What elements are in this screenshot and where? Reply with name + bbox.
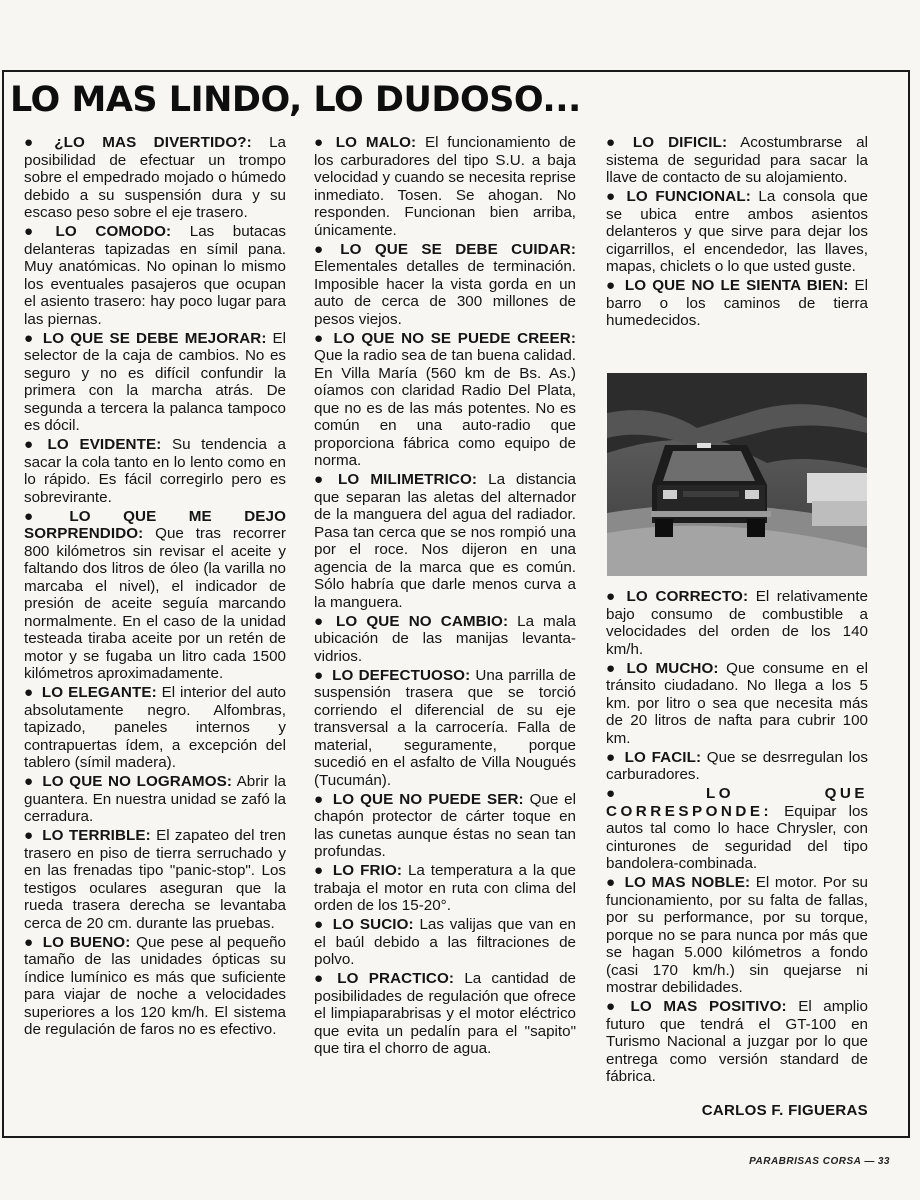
article-entry bbox=[24, 330, 286, 435]
entry-text: El zapateo del tren trasero en piso de tierra serruchado y en las frenadas tipo "panic-stop". Los testigos oculares aseguran que la rueda trasera derecha se levantaba cerca de 20 cm. durante las pruebas. bbox=[24, 827, 286, 932]
entry-text: La mala ubicación de las manijas levanta-vidrios. bbox=[314, 612, 576, 665]
article-entry bbox=[606, 749, 868, 784]
entry-label: LO MALO: bbox=[335, 134, 417, 151]
bullet-icon: ● bbox=[24, 773, 35, 790]
entry-text: El barro o los caminos de tierra humedecidos. bbox=[606, 277, 868, 329]
article-entry bbox=[314, 471, 576, 611]
entry-text: El amplio futuro que tendrá el GT-100 en Turismo Nacional a juzgar por lo que entrega como versión standard de fábrica. bbox=[606, 998, 868, 1085]
article-entry bbox=[606, 874, 868, 997]
entry-label: LO MAS NOBLE: bbox=[624, 874, 751, 891]
entry-label: LO MAS POSITIVO: bbox=[630, 998, 787, 1015]
bullet-icon: ● bbox=[314, 329, 326, 347]
column-3-bottom bbox=[606, 588, 868, 1087]
entry-text: Una parrilla de suspensión trasera que se torció corriendo el diferencial de su eje transversal a la carrocería. Falla de material, seguramente, porque sucedió en el asfalto de Villa Nougués (Tucumán). bbox=[314, 666, 576, 789]
entry-label: LO QUE NO LOGRAMOS: bbox=[42, 773, 232, 790]
bullet-icon: ● bbox=[314, 240, 333, 258]
page-footer bbox=[749, 1156, 890, 1167]
article-entry bbox=[314, 970, 576, 1058]
entry-text: La consola que se ubica entre ambos asientos delanteros y que sirve para dejar los cigarrillos, el encendedor, las llaves, mapas, chiclets o lo que usted guste. bbox=[606, 188, 868, 275]
entry-text: La distancia que separan las aletas del alternador de la manguera del agua del radiador. Pasa tan cerca que se nos rompió una por el roce. Nos dijeron en una agencia de la marca que es común. Sólo habría que darle menos curva a la manguera. bbox=[314, 471, 576, 611]
entry-label: LO COMODO: bbox=[55, 223, 172, 240]
article-entry bbox=[24, 508, 286, 683]
entry-label: LO QUE NO SE PUEDE CREER: bbox=[333, 329, 576, 347]
entry-text: Las valijas que van en el baúl debido a las filtraciones de polvo. bbox=[314, 916, 576, 968]
bullet-icon: ● bbox=[606, 874, 617, 891]
bullet-icon: ● bbox=[24, 329, 35, 347]
entry-label: LO QUE NO LE SIENTA BIEN: bbox=[624, 277, 849, 294]
entry-text: Que consume en el tránsito ciudadano. No llega a los 5 km. por litro o sea que necesita más de 20 litros de nafta para cubrir 100 km. bbox=[606, 659, 868, 747]
article-entry bbox=[314, 330, 576, 470]
entry-text: Equipar los autos tal como lo hace Chrysler, con cinturones de seguridad del tipo bandolera-combinada. bbox=[606, 802, 868, 872]
entry-text: La temperatura a la que trabaja el motor en ruta con clima del orden de los 15-20°. bbox=[314, 862, 576, 914]
article-entry bbox=[606, 998, 868, 1086]
entry-text: Que tras recorrer 800 kilómetros sin revisar el aceite y faltando dos litros de óleo (la varilla no marcaba el nivel), el indicador de presión de aceite seguía marcando normalmente. En el caso de la unidad testeada tiraba aceite por un retén de motor y se fugaba un litro cada 1500 kilómetros aproximadamente. bbox=[24, 525, 286, 682]
footer-dash: — bbox=[864, 1156, 875, 1167]
bullet-icon: ● bbox=[606, 748, 617, 766]
entry-label: LO PRACTICO: bbox=[337, 970, 455, 987]
column-1 bbox=[24, 134, 286, 1040]
bullet-icon: ● bbox=[314, 666, 325, 684]
article-entry bbox=[24, 827, 286, 932]
article-entry bbox=[314, 241, 576, 329]
bullet-icon: ● bbox=[606, 134, 625, 151]
entry-text: Que el chapón protector de cárter toque en las cunetas aunque éstas no sean tan profundas. bbox=[314, 790, 576, 860]
column-3-top bbox=[606, 134, 868, 331]
article-entry bbox=[314, 134, 576, 239]
entry-label: LO QUE CORRESPONDE: bbox=[606, 785, 868, 820]
entry-text: Las butacas delanteras tapizadas en símil pana. Muy anatómicas. No opinan lo mismo los eventuales pasajeros que ocupan el asiento trasero: hay poco lugar para las piernas. bbox=[24, 223, 286, 328]
entry-label: LO EVIDENTE: bbox=[47, 436, 162, 453]
article-entry bbox=[314, 916, 576, 969]
bullet-icon: ● bbox=[314, 790, 325, 808]
entry-text: Acostumbrarse al sistema de seguridad para sacar la llave de contacto de su alojamiento. bbox=[606, 134, 868, 186]
entry-text: El relativamente bajo consumo de combustible a velocidades del orden de los 140 km/h. bbox=[606, 588, 868, 658]
article-entry bbox=[606, 588, 868, 658]
entry-label: ¿LO MAS DIVERTIDO?: bbox=[54, 134, 252, 151]
article-entry bbox=[24, 223, 286, 328]
article-entry bbox=[606, 134, 868, 187]
bullet-icon: ● bbox=[314, 862, 325, 879]
entry-label: LO FACIL: bbox=[624, 748, 702, 766]
entry-text: Que pese al pequeño tamaño de las unidades ópticas su índice lumínico es más que suficiente para viajar de noche a velocidades superiores a los 120 km/h. El sistema de regulación de faros no es efectivo. bbox=[24, 933, 286, 1038]
entry-label: LO MUCHO: bbox=[626, 659, 719, 677]
car-photo bbox=[607, 373, 867, 576]
entry-text: El motor. Por su funcionamiento, por su falta de fallas, por su performance, por su torque, porque no se para nunca por más que se hagan 5.000 kilómetros a fondo (casi 170 km/h.) sin quejarse ni mostrar debilidades. bbox=[606, 874, 868, 996]
column-2 bbox=[314, 134, 576, 1059]
entry-label: LO DIFICIL: bbox=[632, 134, 728, 151]
entry-text: El funcionamiento de los carburadores del tipo S.U. a baja velocidad y cuando se necesita reprise inmediato. Tosen. Se ahogan. No responden. Funcionan bien arriba, únicamente. bbox=[314, 134, 576, 239]
bullet-icon: ● bbox=[606, 188, 619, 205]
article-entry bbox=[606, 660, 868, 748]
magazine-name: PARABRISAS CORSA bbox=[749, 1156, 862, 1167]
bullet-icon: ● bbox=[606, 785, 698, 802]
bullet-icon: ● bbox=[24, 507, 62, 525]
entry-label: LO TERRIBLE: bbox=[42, 827, 151, 844]
article-entry bbox=[24, 436, 286, 506]
bullet-icon: ● bbox=[606, 998, 623, 1015]
entry-label: LO ELEGANTE: bbox=[41, 684, 157, 701]
article-entry bbox=[314, 667, 576, 790]
entry-label: LO BUENO: bbox=[42, 933, 131, 951]
article-entry bbox=[24, 684, 286, 772]
bullet-icon: ● bbox=[606, 277, 617, 294]
entry-text: El interior del auto absolutamente negro. Alfombras, tapizado, paneles internos y contrapuertas ídem, a excepción del tablero (símil madera). bbox=[24, 684, 286, 771]
entry-text: Que la radio sea de tan buena calidad. En Villa María (560 km de Bs. As.) oíamos con claridad Radio Del Plata, que no es de las más potentes. No es común en una auto-radio que proporciona fábrica como equipo de norma. bbox=[314, 347, 576, 469]
entry-text: Elementales detalles de terminación. Imposible hacer la vista gorda en un auto de cerca de 300 millones de pesos viejos. bbox=[314, 258, 576, 328]
bullet-icon: ● bbox=[24, 223, 48, 240]
entry-label: LO QUE NO PUEDE SER: bbox=[332, 790, 524, 808]
entry-text: Su tendencia a sacar la cola tanto en lo lento como en lo rápido. Es fácil corregirlo pero es sobrevirante. bbox=[24, 436, 286, 506]
bullet-icon: ● bbox=[314, 612, 328, 630]
author-signature: CARLOS F. FIGUERAS bbox=[701, 1102, 868, 1119]
headline: LO MAS LINDO, LO DUDOSO... bbox=[10, 80, 581, 120]
article-entry bbox=[606, 785, 868, 873]
page-number: 33 bbox=[877, 1156, 890, 1167]
bullet-icon: ● bbox=[24, 436, 40, 453]
bullet-icon: ● bbox=[606, 588, 619, 605]
entry-text: Abrir la guantera. En nuestra unidad se zafó la cerradura. bbox=[24, 773, 286, 825]
article-entry bbox=[24, 773, 286, 826]
entry-label: LO QUE ME DEJO SORPRENDIDO: bbox=[24, 507, 286, 542]
entry-label: LO DEFECTUOSO: bbox=[332, 666, 471, 684]
article-entry bbox=[24, 134, 286, 222]
bullet-icon: ● bbox=[314, 471, 330, 488]
entry-label: LO CORRECTO: bbox=[626, 588, 749, 605]
bullet-icon: ● bbox=[24, 134, 47, 151]
bullet-icon: ● bbox=[24, 827, 35, 844]
entry-text: Que se desrregulan los carburadores. bbox=[606, 748, 868, 783]
article-entry bbox=[314, 791, 576, 861]
entry-label: LO QUE SE DEBE MEJORAR: bbox=[42, 329, 267, 347]
article-entry bbox=[314, 862, 576, 915]
article-entry bbox=[24, 934, 286, 1039]
entry-label: LO QUE SE DEBE CUIDAR: bbox=[340, 240, 576, 258]
entry-label: LO MILIMETRICO: bbox=[338, 471, 478, 488]
bullet-icon: ● bbox=[314, 916, 325, 933]
entry-text: El selector de la caja de cambios. No es seguro y no es difícil confundir la primera con la marcha atrás. De segunda a tercera la palanca tampoco es dócil. bbox=[24, 329, 286, 434]
bullet-icon: ● bbox=[606, 659, 619, 677]
bullet-icon: ● bbox=[314, 970, 330, 987]
entry-text: La posibilidad de efectuar un trompo sobre el empedrado mojado o húmedo debido a su suspensión dura y su escaso peso sobre el eje trasero. bbox=[24, 134, 286, 221]
article-entry bbox=[606, 277, 868, 330]
article-entry bbox=[606, 188, 868, 276]
bullet-icon: ● bbox=[24, 933, 35, 951]
article-entry bbox=[314, 613, 576, 666]
bullet-icon: ● bbox=[314, 134, 328, 151]
entry-label: LO FUNCIONAL: bbox=[626, 188, 751, 205]
entry-label: LO QUE NO CAMBIO: bbox=[335, 612, 509, 630]
bullet-icon: ● bbox=[24, 684, 34, 701]
entry-label: LO FRIO: bbox=[332, 862, 403, 879]
entry-text: La cantidad de posibilidades de regulación que ofrece el limpiaparabrisas y el motor eléctrico que evita un pedalín para el "sapito" que tira el chorro de agua. bbox=[314, 970, 576, 1057]
entry-label: LO SUCIO: bbox=[332, 916, 414, 933]
